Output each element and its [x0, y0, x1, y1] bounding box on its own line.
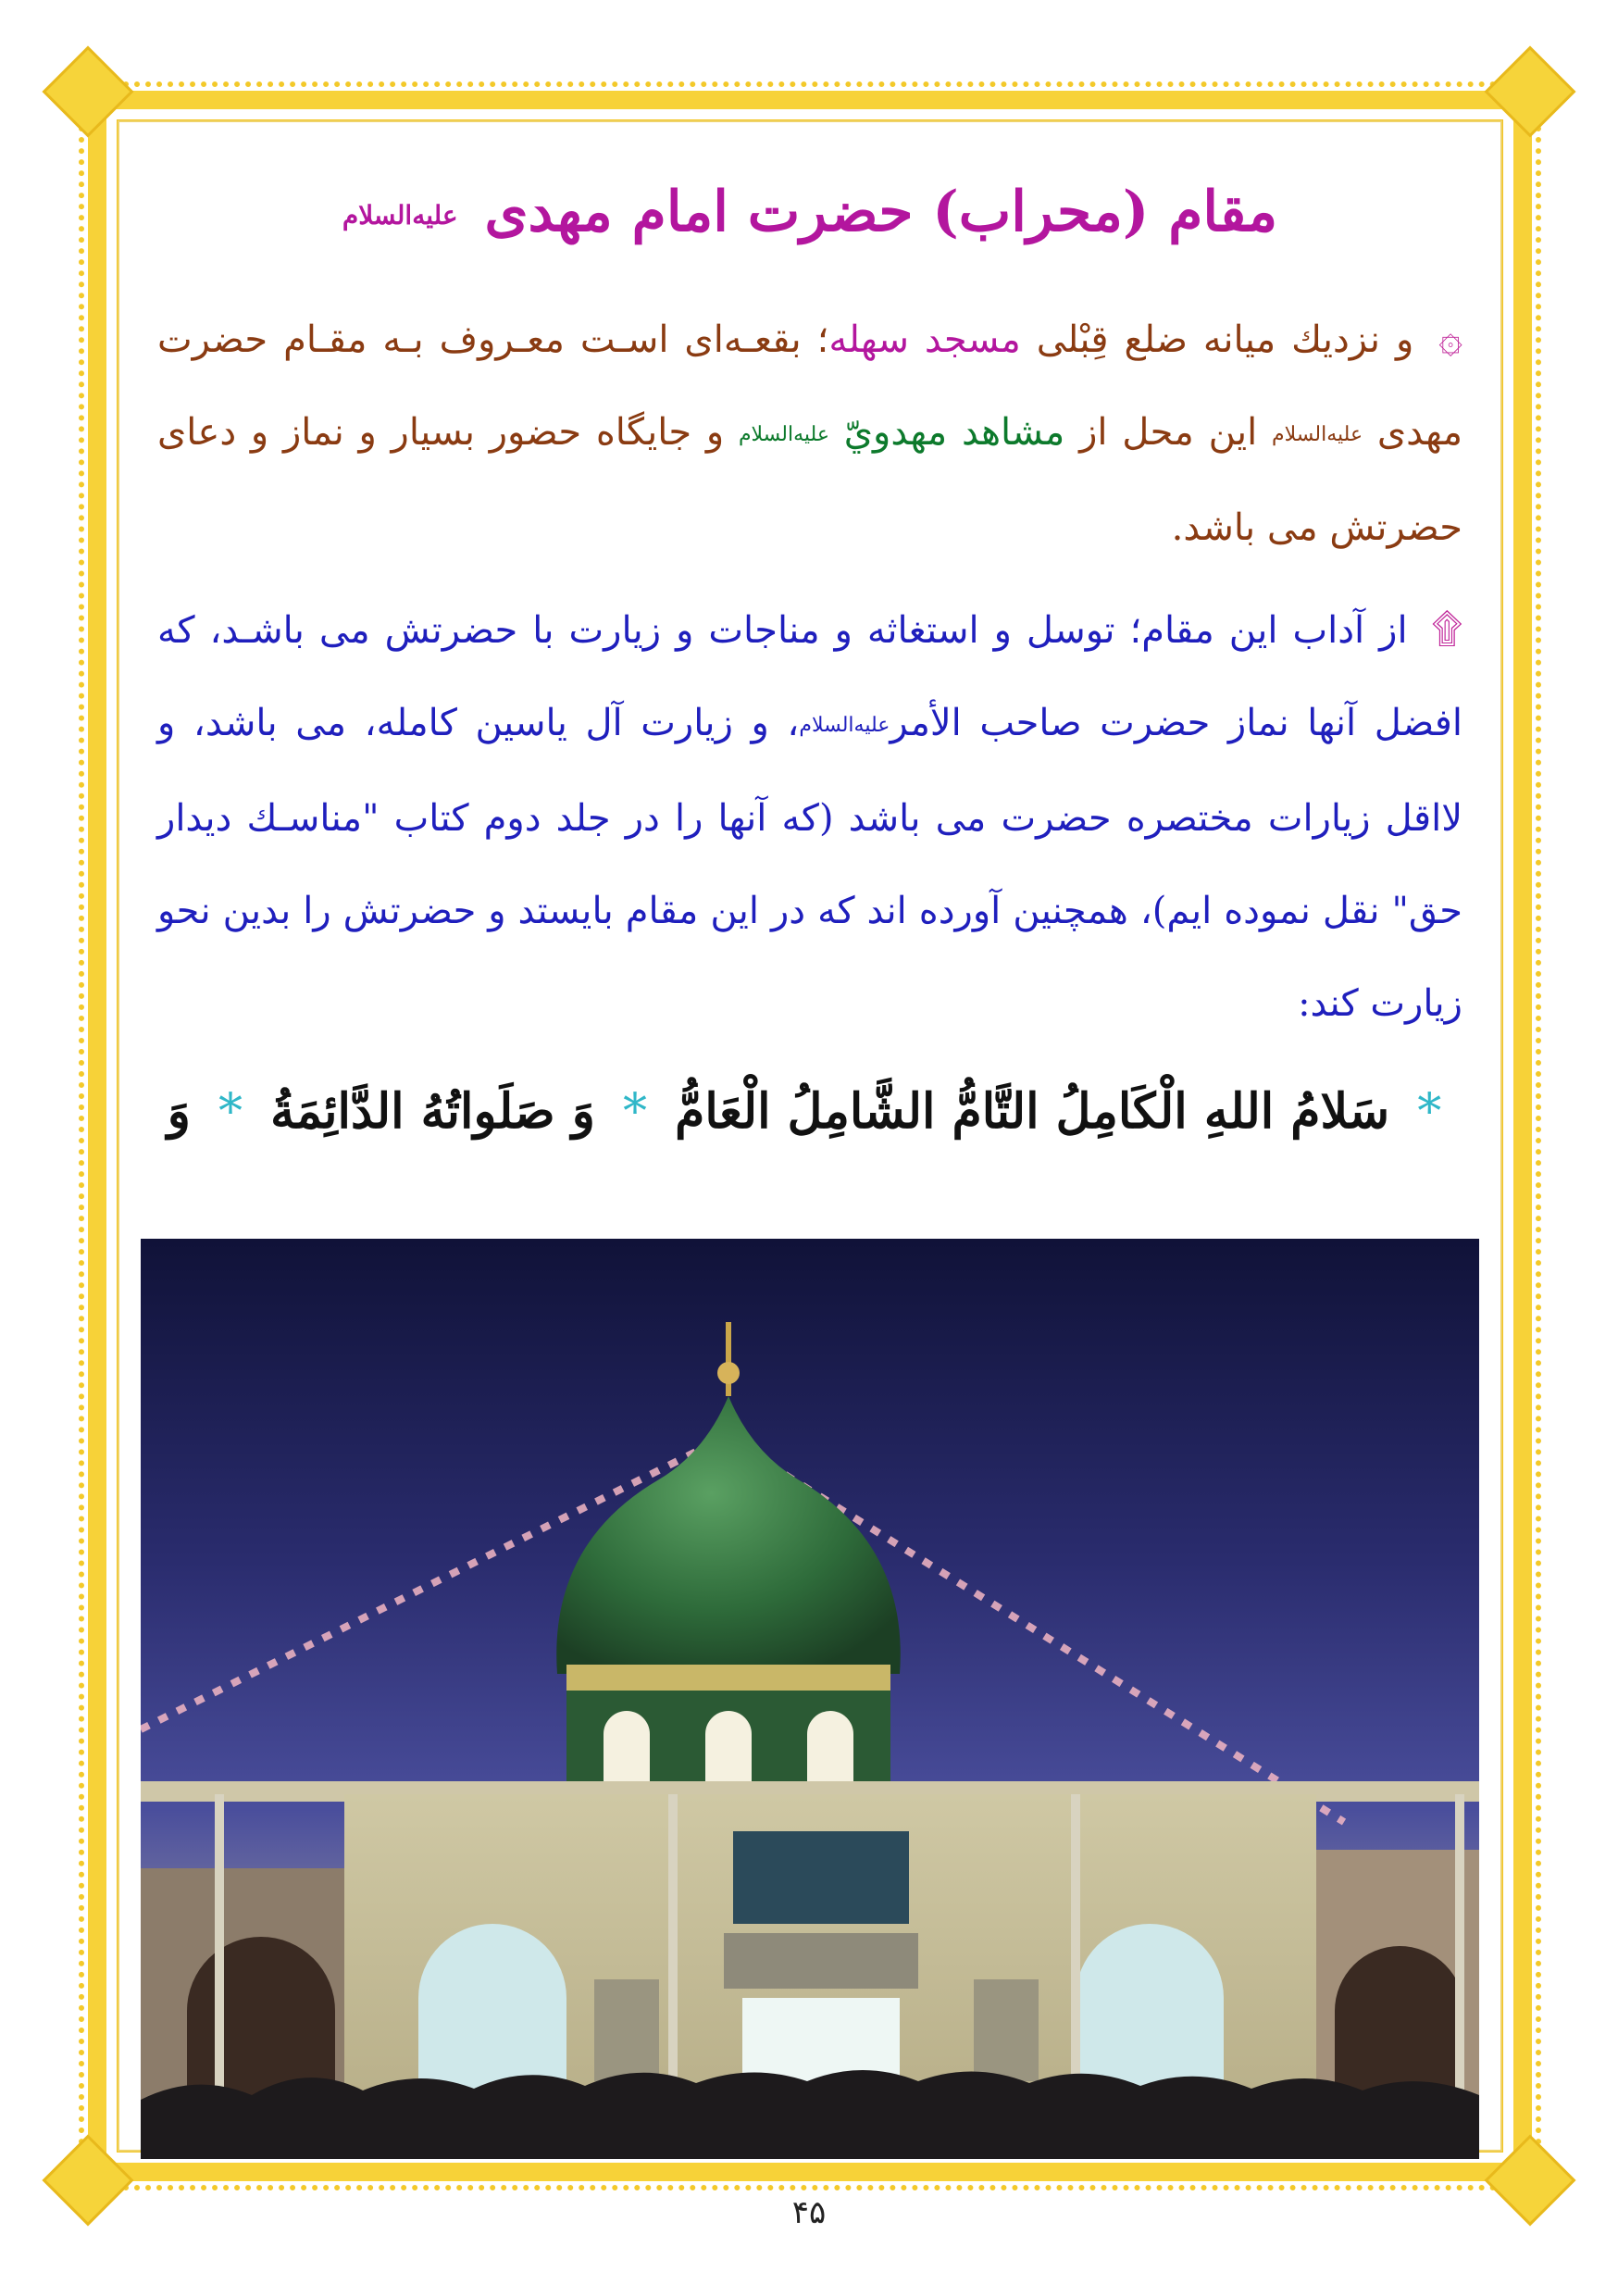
star-icon: * — [218, 1084, 243, 1140]
title-text: مقام (محراب) حضرت امام مهدی — [484, 180, 1278, 244]
ziyarat-verse — [157, 1070, 1462, 1154]
para1-text-3: اين محل از — [1079, 411, 1258, 454]
paragraph-etiquette — [157, 583, 1462, 1050]
page-content — [157, 176, 1462, 1154]
honorific: علیه‌السلام — [1272, 423, 1363, 446]
paragraph-intro — [157, 293, 1462, 574]
star-icon: * — [1417, 1084, 1442, 1140]
shrine-photo — [141, 1239, 1479, 2159]
star-icon: * — [623, 1084, 648, 1140]
mahdavi-shrines-link: مشاهد مهدويّ — [843, 411, 1065, 454]
para2-text-2: ، و زيارت آل ياسين كامله، می باشد، و لااقل زيارات مختصره حضرت می باشد (كه آنها را در جلد دوم كتاب "مناسـك ديدار حق" نقل نموده ايم)، همچنين آورده اند كه در اين مقام بايستد و حضرتش را بدين نحو زيارت كند: — [157, 702, 1462, 1025]
title-honorific: علیه‌السلام — [342, 200, 458, 231]
verse-part-2: وَ صَلَواتُهُ الدَّائِمَةُ — [270, 1083, 595, 1140]
page-number: ۴۵ — [791, 2194, 827, 2231]
para1-text-2: ؛ بقعـه‌ای اسـت معـروف بـه مقـام حضرت مهدی — [157, 318, 1462, 454]
paragraph-mark-icon: ۞ — [1438, 315, 1462, 362]
para2-text-1: از آداب اين مقام؛ توسل و استغاثه و مناجات و زيارت با حضرتش می باشـد، كه افضل آنها نماز حضرت صاحب الأمر — [157, 609, 1462, 744]
verse-part-3: وَ — [167, 1083, 191, 1140]
para1-text-1: و نزديك ميانه ضلع قِبْلى — [1036, 318, 1414, 361]
paragraph-mark-icon: ۩ — [1431, 605, 1463, 653]
honorific: علیه‌السلام — [799, 714, 890, 737]
shrine-illustration — [141, 1239, 1479, 2159]
page-title — [157, 176, 1462, 248]
honorific: علیه‌السلام — [738, 423, 829, 446]
masjid-sahla-link: مسجد سهله — [828, 318, 1021, 361]
verse-part-1: سَلامُ اللهِ الْكَامِلُ التَّامُّ الشَّامِلُ الْعَامُّ — [675, 1083, 1390, 1140]
para1-text-4: و جايگاه حضور بسيار و نماز و دعای حضرتش می باشد. — [157, 411, 1462, 549]
